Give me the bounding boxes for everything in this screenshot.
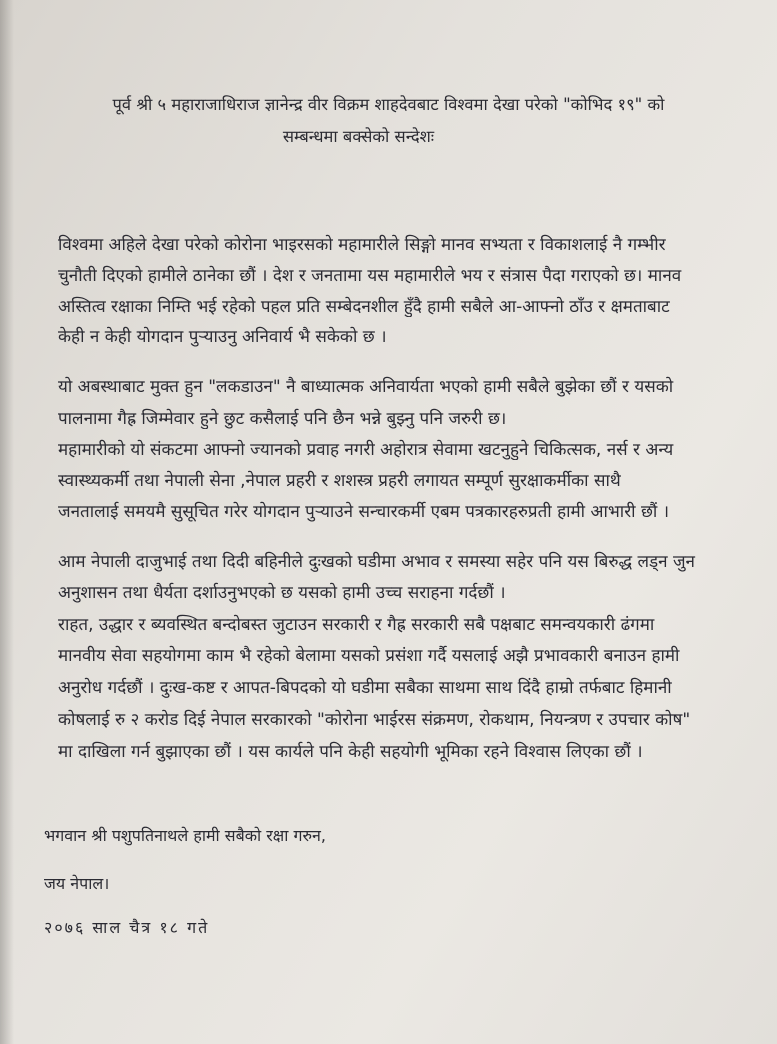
paragraph-1-line-1: विश्वमा अहिले देखा परेको कोरोना भाइरसको महामारीले सिङ्गो मानव सभ्यता र विकाशलाई नै गम्भीर xyxy=(58,235,666,255)
paragraph-1-line-3: अस्तित्व रक्षाका निम्ति भई रहेको पहल प्रति सम्बेदनशील हुँदै हामी सबैले आ-आफ्नो ठाँउ र क्षमताबाट xyxy=(58,297,670,317)
title-line-1: पूर्व श्री ५ महाराजाधिराज ज्ञानेन्द्र वीर विक्रम शाहदेवबाट विश्वमा देखा परेको "कोभिद १९" को xyxy=(112,95,665,114)
paragraph-3-line-6: कोषलाई रु २ करोड दिई नेपाल सरकारको "कोरोना भाईरस संक्रमण, रोकथाम, नियन्त्रण र उपचार कोष" xyxy=(58,710,691,730)
paragraph-2-line-4: स्वास्थ्यकर्मी तथा नेपाली सेना ,नेपाल प्रहरी र शशस्त्र प्रहरी लगायत सम्पूर्ण सुरक्षाकर्मीका साथै xyxy=(58,471,621,491)
paragraph-2-line-1: यो अबस्थाबाट मुक्त हुन "लकडाउन" नै बाध्यात्मक अनिवार्यता भएको हामी सबैले बुझेका छौं र यसको xyxy=(58,377,674,397)
paragraph-1-line-4: केही न केही योगदान पुर्‍याउनु अनिवार्य भै सकेको छ । xyxy=(58,327,387,347)
title-line-2: सम्बन्धमा बक्सेको सन्देशः xyxy=(282,127,435,146)
closing-blessing: भगवान श्री पशुपतिनाथले हामी सबैको रक्षा गरुन, xyxy=(44,826,327,845)
paragraph-3-line-7: मा दाखिला गर्न बुझाएका छौं । यस कार्यले पनि केही सहयोगी भूमिका रहने विश्वास लिएका छौं । xyxy=(58,742,643,762)
paragraph-3-line-2: अनुशासन तथा धैर्यता दर्शाउनुभएको छ यसको हामी उच्च सराहना गर्दछौं । xyxy=(58,583,506,603)
paragraph-2-line-5: जनतालाई समयमै सुसूचित गरेर योगदान पुर्‍याउने सन्चारकर्मी एबम पत्रकारहरुप्रती हामी आभारी छौं । xyxy=(58,502,670,522)
paragraph-1-line-2: चुनौती दिएको हामीले ठानेका छौं । देश र जनतामा यस महामारीले भय र संत्रास पैदा गराएको छ। मानव xyxy=(58,266,682,286)
paragraph-3-line-5: अनुरोध गर्दछौं । दुःख-कष्ट र आपत-बिपदको यो घडीमा सबैका साथमा साथ दिंदै हाम्रो तर्फबाट हिमानी xyxy=(58,678,672,698)
closing-salute: जय नेपाल। xyxy=(44,874,110,893)
paragraph-3-line-4: मानवीय सेवा सहयोगमा काम भै रहेको बेलामा यसको प्रसंशा गर्दै यसलाई अझै प्रभावकारी बनाउन हामी xyxy=(58,646,680,666)
closing-date: २०७६ साल चैत्र १८ गते xyxy=(44,918,210,937)
paragraph-3-line-1: आम नेपाली दाजुभाई तथा दिदी बहिनीले दुःखको घडीमा अभाव र समस्या सहेर पनि यस बिरुद्ध लड्न जुन xyxy=(58,552,695,572)
paragraph-2-line-3: महामारीको यो संकटमा आफ्नो ज्यानको प्रवाह नगरी अहोरात्र सेवामा खटनुहुने चिकित्सक, नर्स र अन्य xyxy=(58,440,674,460)
paragraph-3-line-3: राहत, उद्धार र ब्यवस्थित बन्दोबस्त जुटाउन सरकारी र गैह्र सरकारी सबै पक्षबाट समन्वयकारी ढंगमा xyxy=(58,615,655,635)
page-edge-shadow xyxy=(0,0,14,1044)
paragraph-2-line-2: पालनामा गैह्र जिम्मेवार हुने छुट कसैलाई पनि छैन भन्ने बुझ्नु पनि जरुरी छ। xyxy=(58,409,507,429)
